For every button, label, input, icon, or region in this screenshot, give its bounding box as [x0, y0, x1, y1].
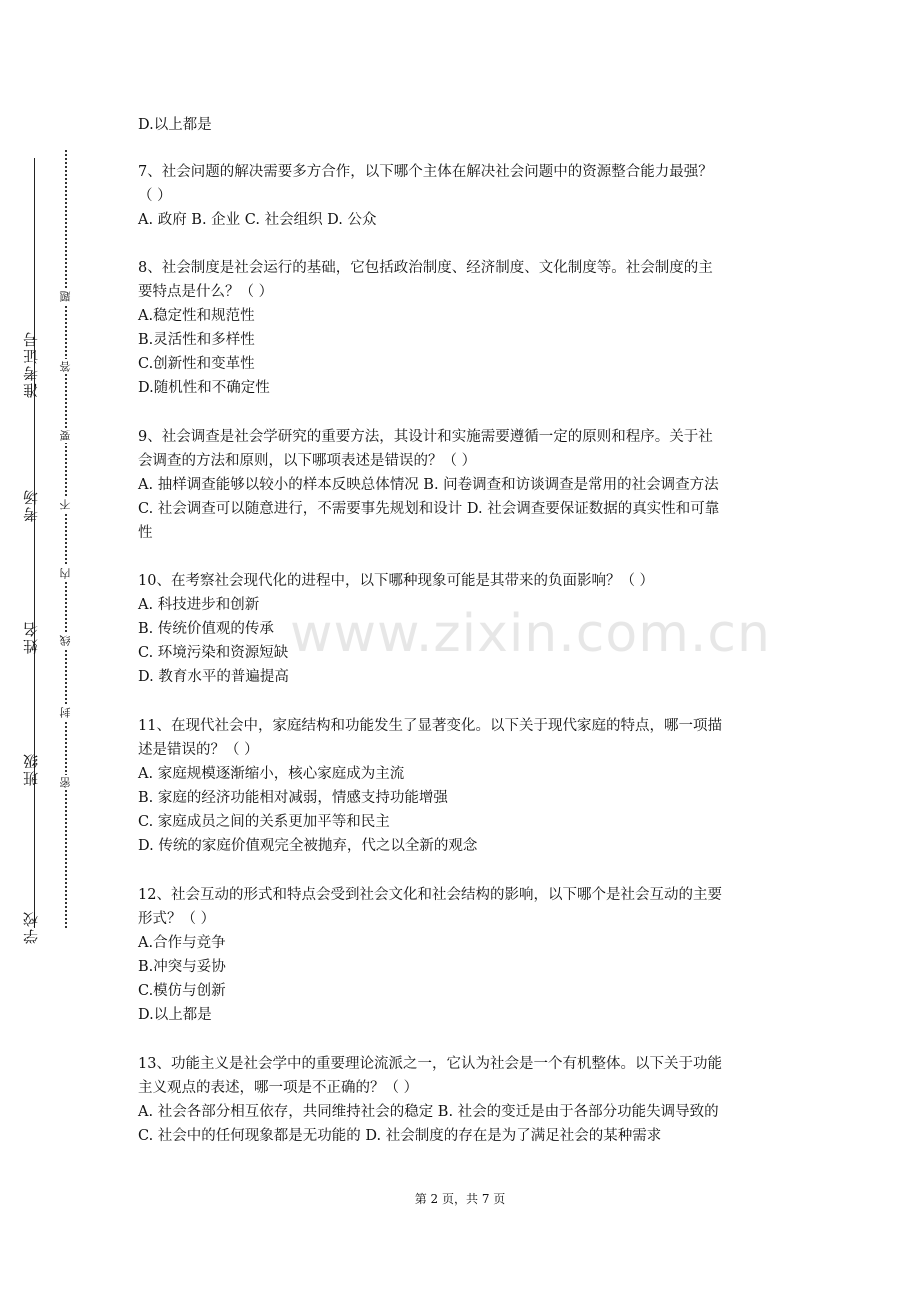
binding-solid-line	[34, 158, 35, 928]
question-8-text: 8、社会制度是社会运行的基础，它包括政治制度、经济制度、文化制度等。社会制度的主	[138, 260, 713, 276]
option-line: C. 家庭成员之间的关系更加平等和民主	[138, 814, 390, 830]
option-line: A.合作与竞争	[138, 935, 226, 951]
question-8-text: 要特点是什么？（ ）	[138, 284, 274, 300]
seal-char: 内	[59, 568, 72, 579]
seal-char: 线	[59, 635, 72, 646]
question-11-text: 11、在现代社会中，家庭结构和功能发生了显著变化。以下关于现代家庭的特点，哪一项描	[138, 718, 722, 734]
question-9-text: 9、社会调查是社会学研究的重要方法，其设计和实施需要遵循一定的原则和程序。关于社	[138, 429, 713, 445]
option-line: C.创新性和变革性	[138, 356, 255, 372]
option-line: D. 传统的家庭价值观完全被抛弃，代之以全新的观念	[138, 838, 478, 854]
binding-dotted-line	[65, 150, 67, 928]
seal-char: 题	[59, 291, 72, 302]
option-line: B. 家庭的经济功能相对减弱，情感支持功能增强	[138, 790, 448, 806]
admission-number-label: 准考证号	[22, 330, 40, 398]
question-9-text: 会调查的方法和原则，以下哪项表述是错误的？（ ）	[138, 453, 477, 469]
class-label: 班级	[22, 752, 40, 786]
question-13-text: 主义观点的表述，哪一项是不正确的？（ ）	[138, 1080, 419, 1096]
question-12-text: 形式？（ ）	[138, 911, 216, 927]
option-line: D.以上都是	[138, 1007, 212, 1023]
option-line: C. 社会调查可以随意进行，不需要事先规划和设计 D. 社会调查要保证数据的真实性和可靠	[138, 501, 720, 517]
question-11-text: 述是错误的？（ ）	[138, 742, 259, 758]
option-line: D.随机性和不确定性	[138, 380, 270, 396]
option-line: C. 环境污染和资源短缺	[138, 645, 289, 661]
question-7-text: 7、社会问题的解决需要多方合作，以下哪个主体在解决社会问题中的资源整合能力最强？	[138, 164, 713, 180]
seal-char: 要	[59, 430, 72, 441]
seal-char: 答	[59, 361, 72, 372]
option-line: A. 社会各部分相互依存，共同维持社会的稳定 B. 社会的变迁是由于各部分功能失调导致的	[138, 1104, 719, 1120]
option-line: C.模仿与创新	[138, 983, 226, 999]
option-line: A.稳定性和规范性	[138, 308, 255, 324]
option-line: B.冲突与妥协	[138, 959, 226, 975]
question-7-text: （ ）	[138, 188, 172, 204]
question-12-text: 12、社会互动的形式和特点会受到社会文化和社会结构的影响，以下哪个是社会互动的主要	[138, 887, 722, 903]
option-line: 性	[138, 525, 153, 541]
name-label: 姓名	[22, 620, 40, 654]
exam-room-label: 考场	[22, 488, 40, 522]
option-line: D. 教育水平的普遍提高	[138, 669, 289, 685]
option-line: B. 传统价值观的传承	[138, 621, 274, 637]
option-line: A. 科技进步和创新	[138, 597, 260, 613]
question-13-text: 13、功能主义是社会学中的重要理论流派之一，它认为社会是一个有机整体。以下关于功能	[138, 1056, 722, 1072]
option-line: B.灵活性和多样性	[138, 332, 255, 348]
watermark: www.zixin.com.cn	[290, 604, 771, 664]
question-7-options: A. 政府 B. 企业 C. 社会组织 D. 公众	[138, 212, 377, 228]
option-line: A. 抽样调查能够以较小的样本反映总体情况 B. 问卷调查和访谈调查是常用的社会调查方法	[138, 477, 719, 493]
school-label: 学校	[22, 910, 40, 944]
question-10-text: 10、在考察社会现代化的进程中，以下哪种现象可能是其带来的负面影响？（ ）	[138, 573, 655, 589]
option-line: A. 家庭规模逐渐缩小，核心家庭成为主流	[138, 766, 405, 782]
option-line: D.以上都是	[138, 117, 212, 133]
seal-char: 不	[59, 499, 72, 510]
option-line: C. 社会中的任何现象都是无功能的 D. 社会制度的存在是为了满足社会的某种需求	[138, 1128, 662, 1144]
seal-char: 封	[59, 707, 72, 718]
seal-char: 密	[59, 777, 72, 788]
page-footer: 第 2 页，共 7 页	[414, 1192, 506, 1206]
